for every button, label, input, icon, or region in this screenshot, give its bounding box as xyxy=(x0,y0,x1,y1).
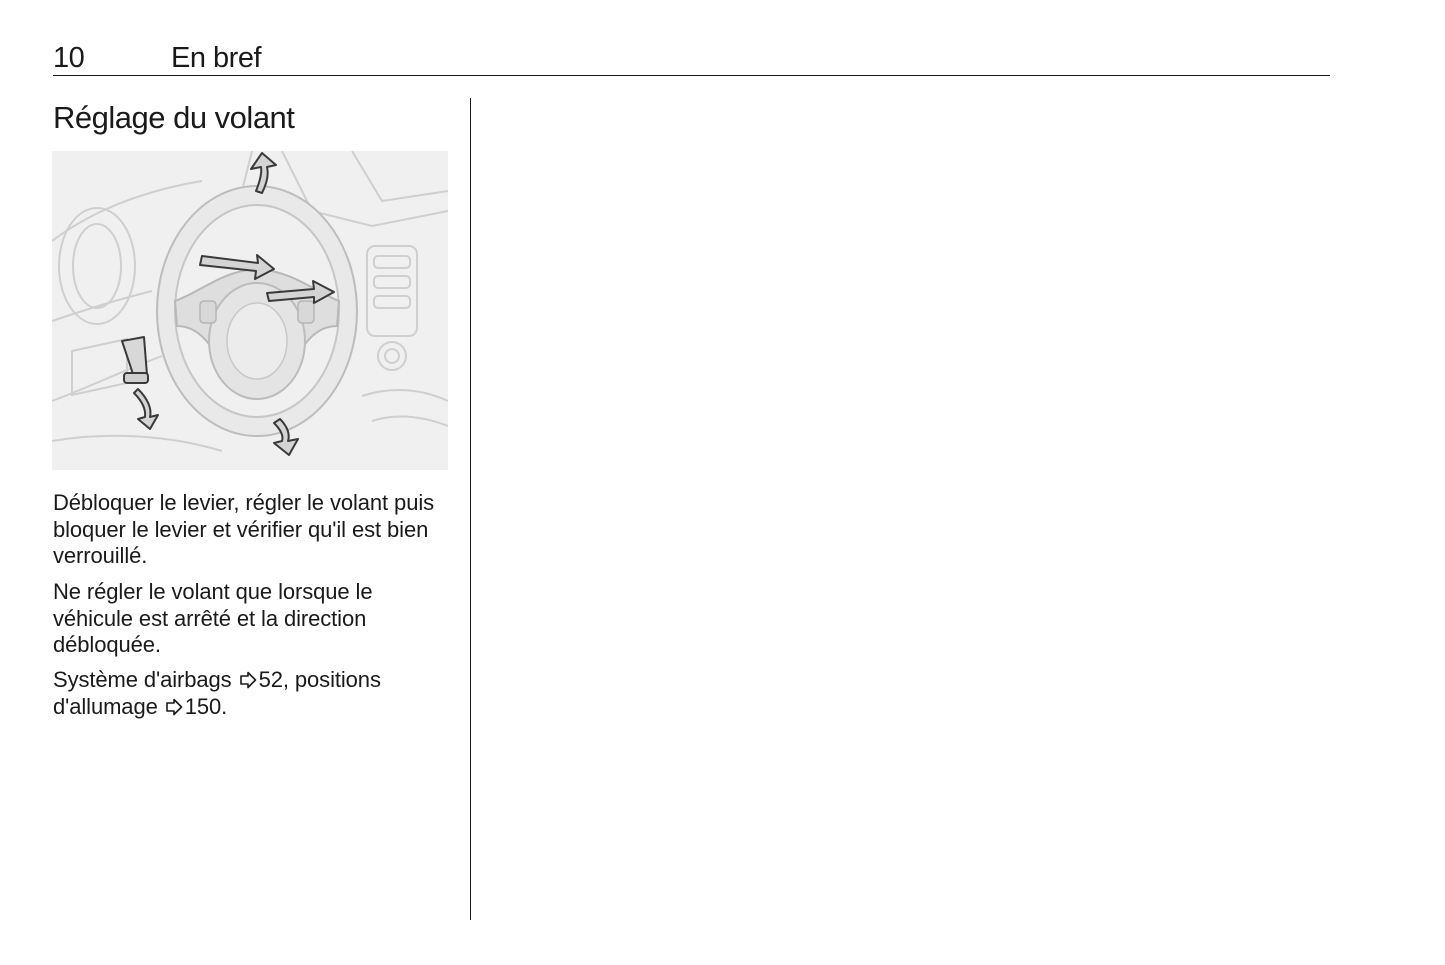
page-reference-arrow-icon xyxy=(165,698,183,716)
steering-wheel-illustration xyxy=(52,151,448,470)
column-divider xyxy=(470,98,471,920)
positions-page-link[interactable]: 150 xyxy=(184,693,222,719)
page-heading: Réglage du volant xyxy=(53,100,295,135)
release-lever-icon xyxy=(122,337,158,429)
header-divider xyxy=(53,75,1330,76)
airbags-page-link[interactable]: 52 xyxy=(258,667,283,692)
positions-reference-label: , positions d'allumage xyxy=(53,667,381,719)
reference-paragraph xyxy=(53,667,458,720)
instruction-paragraph: Débloquer le levier, régler le volant puis bloquer le levier et vérifier qu'il est bien verrouillé. xyxy=(53,490,435,568)
steering-wheel-rim xyxy=(157,186,357,436)
airbags-reference-label: Système d'airbags xyxy=(53,667,232,692)
reference-end-period: . xyxy=(221,693,228,719)
page-number: 10 xyxy=(53,42,85,74)
page-reference-arrow-icon xyxy=(239,671,257,689)
safety-paragraph: Ne régler le volant que lorsque le véhicule est arrêté et la direction débloquée. xyxy=(53,579,373,657)
section-title: En bref xyxy=(171,42,261,74)
